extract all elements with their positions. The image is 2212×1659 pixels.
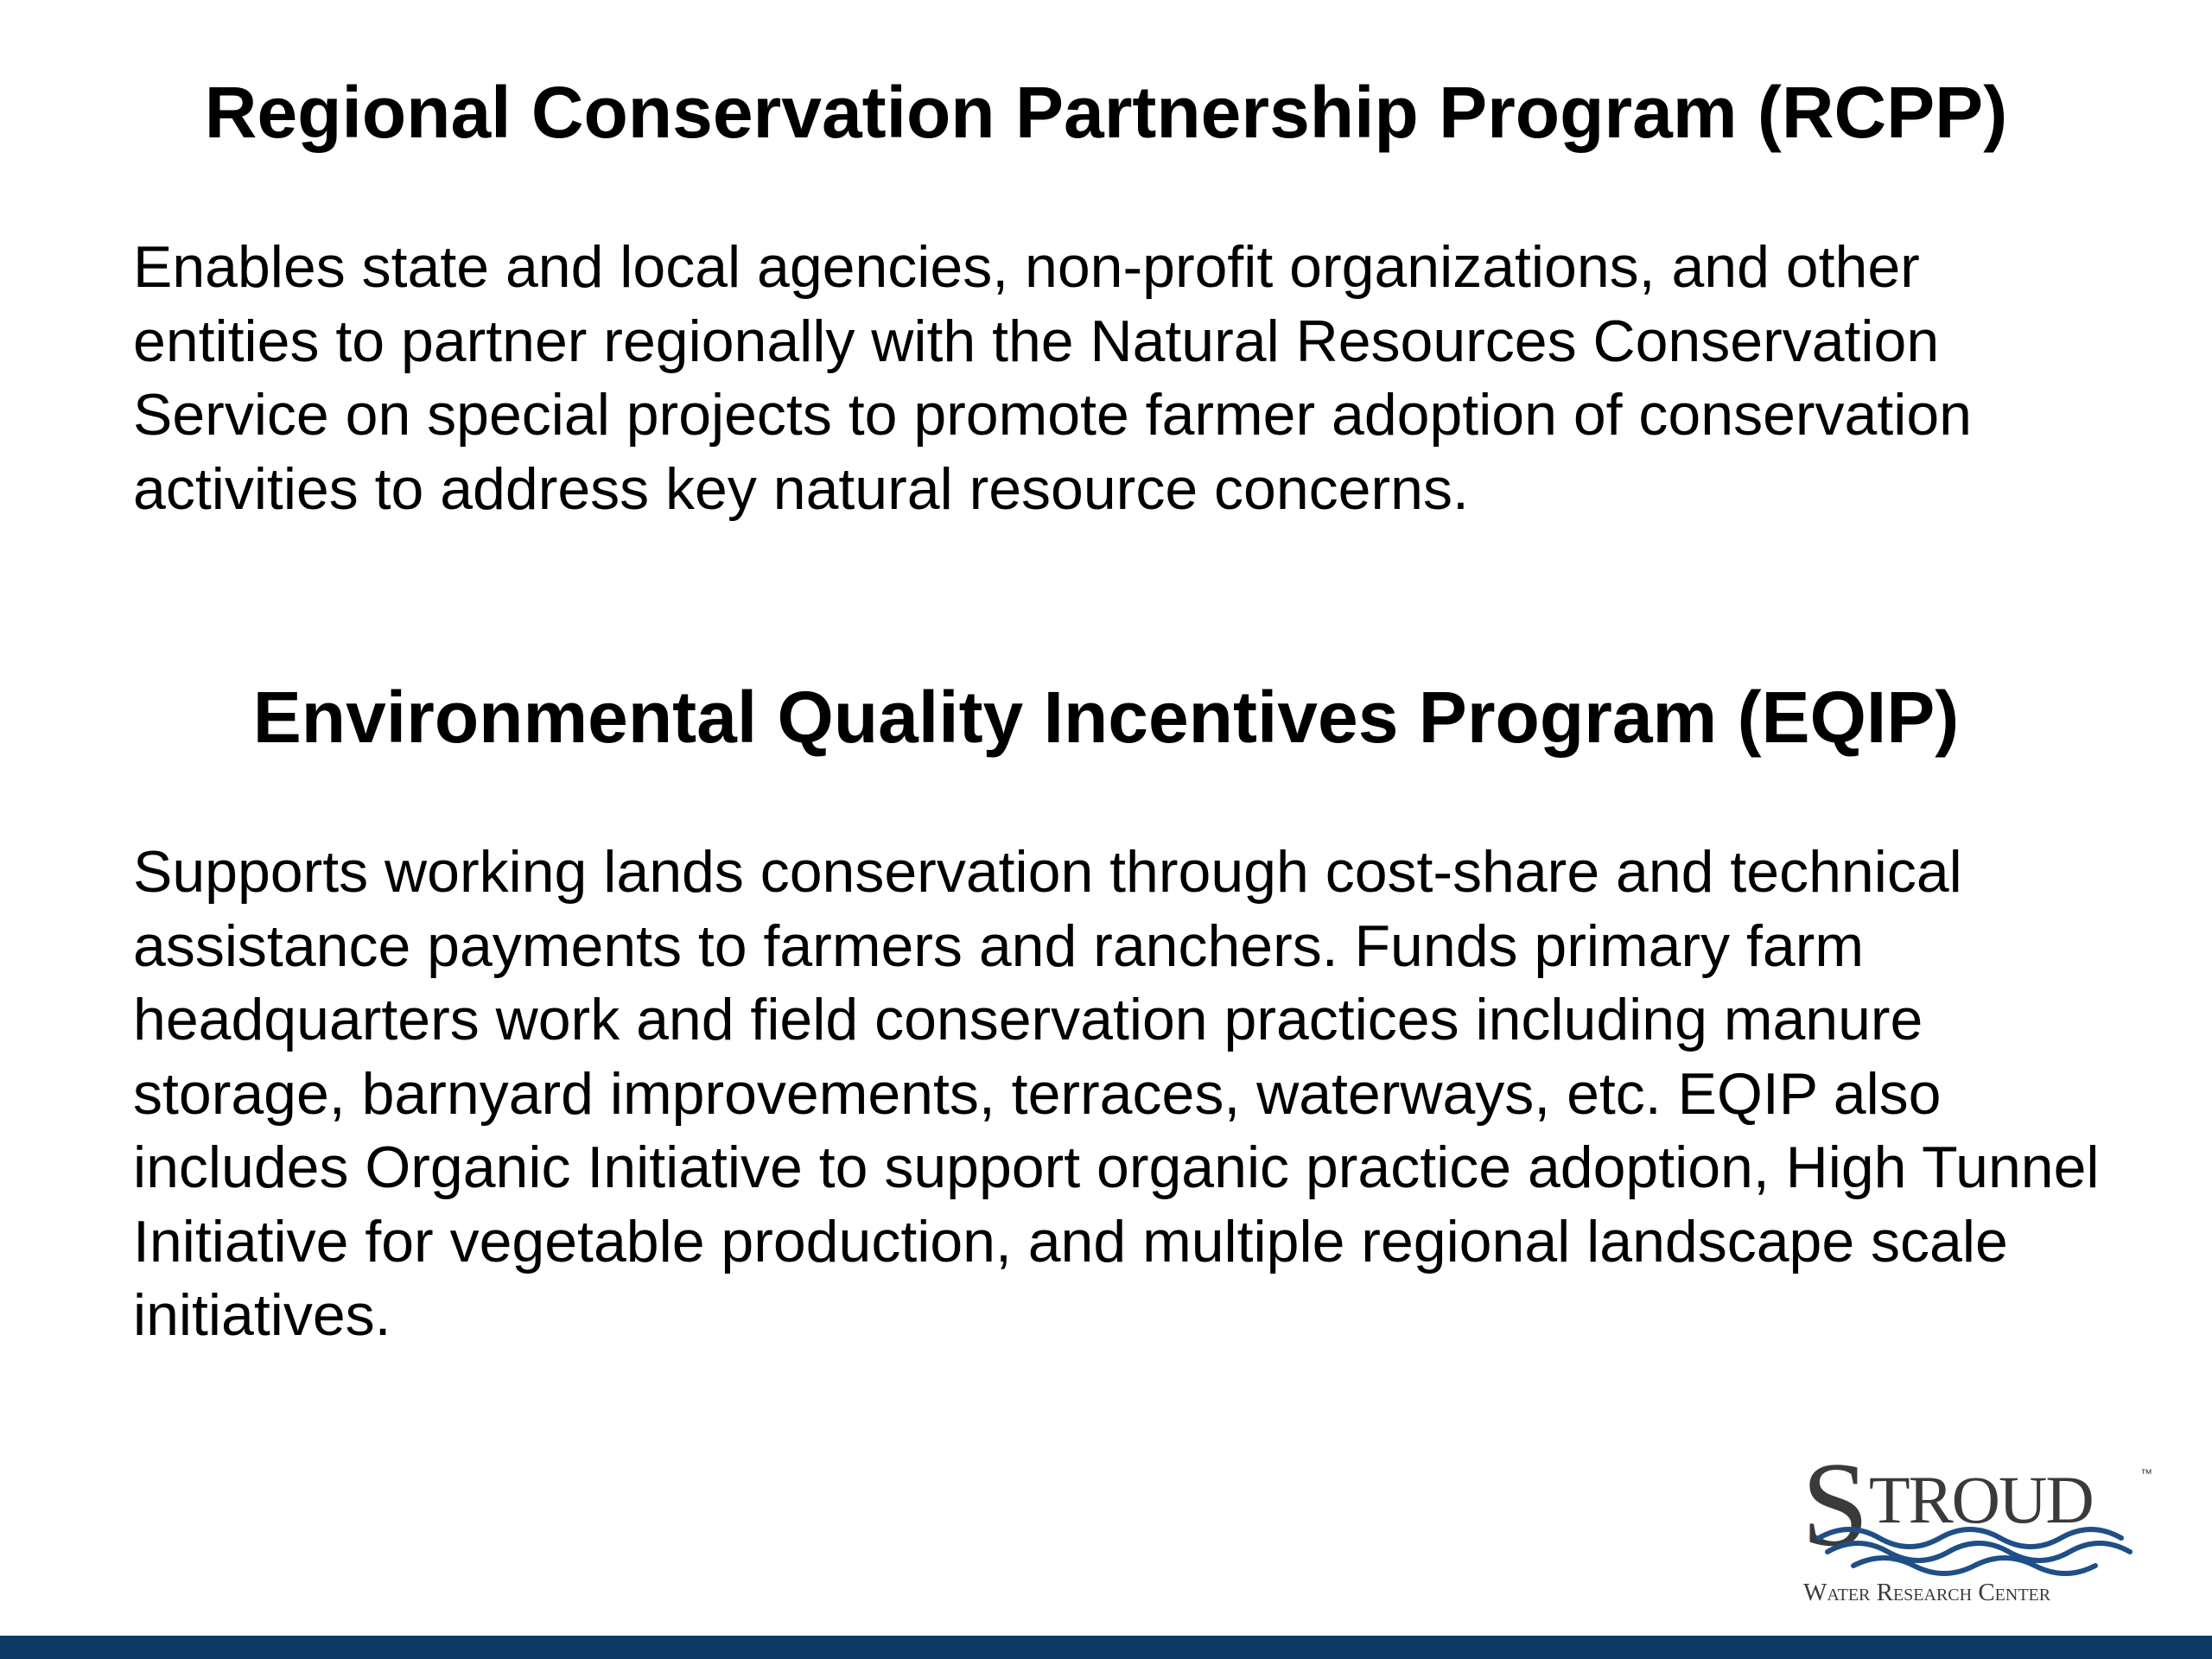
logo-s-letter: S: [1802, 1438, 1869, 1572]
rcpp-description: Enables state and local agencies, non-profit organizations, and other entities to partner regionally with the Natural Resources Conservation Service on special projects to promote farmer adoption of conservation activities to address key natural resource concerns.: [133, 234, 1972, 522]
logo-trademark: ™: [2140, 1466, 2152, 1480]
eqip-description: Supports working lands conservation through cost-share and technical assistance payments to farmers and ranchers. Funds primary farm headquarters work and field conservation practices including manure storage, barnyard improvements, terraces, waterways, etc. EQIP also includes Organic Initiative to support organic practice adoption, High Tunnel Initiative for vegetable production, and multiple regional landscape scale initiatives.: [133, 839, 2100, 1348]
rcpp-heading: Regional Conservation Partnership Program (RCPP): [204, 72, 2008, 153]
footer-bar: [0, 1636, 2212, 1659]
logo-subtitle: Water Research Center: [1803, 1579, 2051, 1606]
stroud-logo: [1802, 1438, 2152, 1607]
logo-wordmark: TROUD: [1869, 1462, 2093, 1537]
eqip-heading: Environmental Quality Incentives Program (EQIP): [252, 677, 1960, 758]
